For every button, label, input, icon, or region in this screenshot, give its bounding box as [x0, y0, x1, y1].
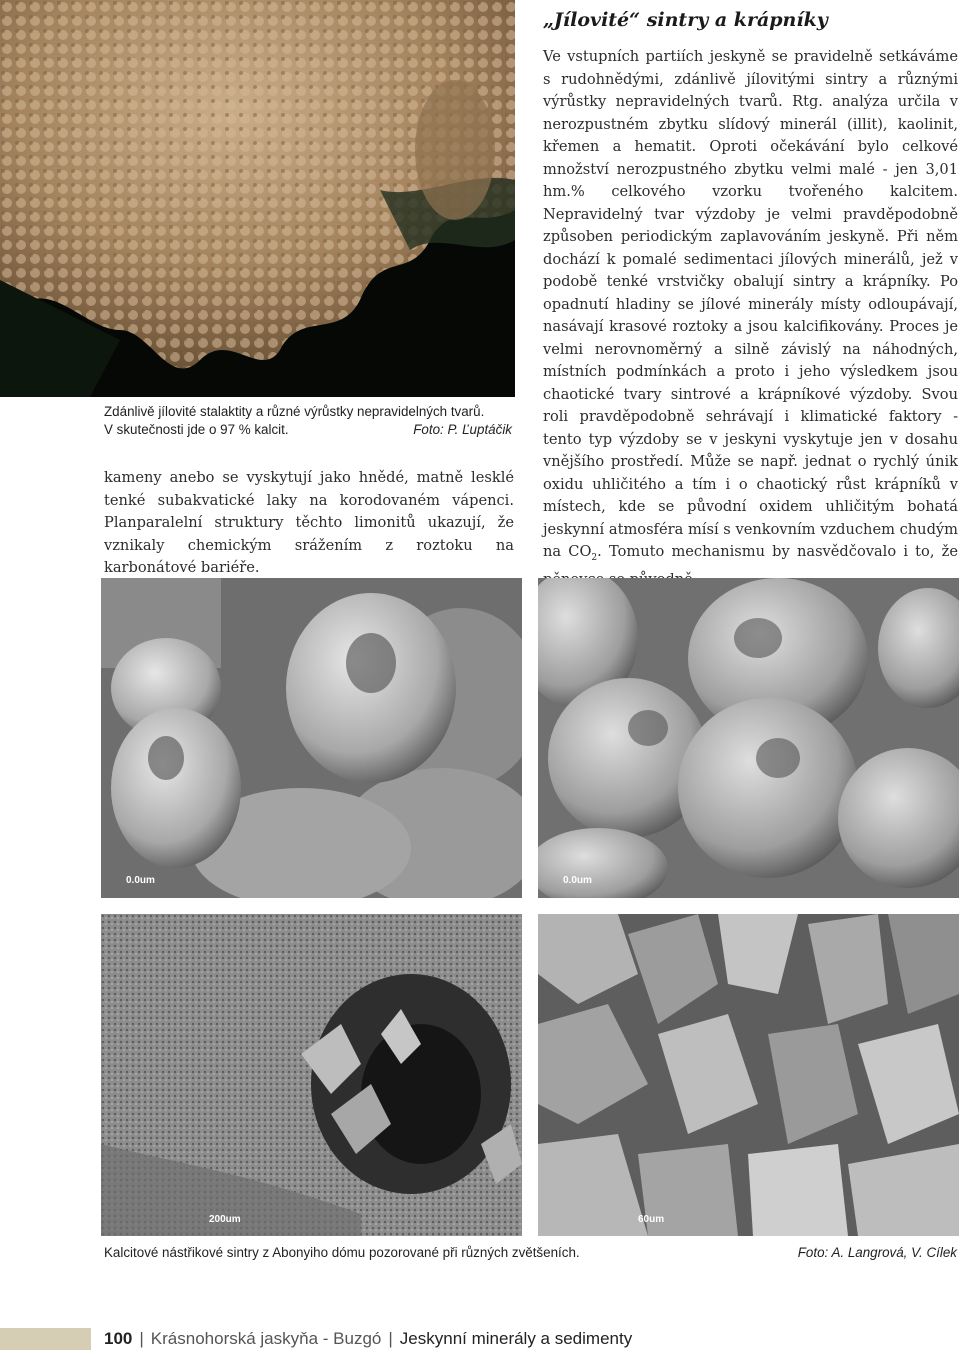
scale-label-4: 60um — [638, 1214, 665, 1225]
footer-accent-bar — [0, 1328, 91, 1350]
section-title: „Jílovité“ sintry a krápníky — [543, 9, 828, 31]
micrographs-caption — [104, 1244, 959, 1262]
chapter-title: Jeskynní minerály a sedimenty — [399, 1329, 633, 1348]
scale-label-3: 200um — [209, 1214, 241, 1225]
sem-image-spheres-closeup — [538, 578, 959, 898]
sem-micrograph-4 — [538, 914, 959, 1236]
scale-label-1: 0.0um — [126, 875, 155, 886]
caption-line-2: V skutečnosti jde o 97 % kalcit. — [104, 422, 289, 437]
sem-image-crystals — [538, 914, 959, 1236]
sem-image-cavity — [101, 914, 522, 1236]
sem-micrograph-2 — [538, 578, 959, 898]
caption-line-1: Zdánlivě jílovité stalaktity a různé výrůstky nepravidelných tvarů. — [104, 404, 485, 419]
footer-separator: | — [388, 1329, 393, 1348]
section-body — [543, 46, 958, 592]
top-photo-caption — [104, 403, 514, 439]
stalactite-image — [0, 0, 515, 397]
micrographs-caption-text: Kalcitové nástřikové sintry z Abonyiho dómu pozorované při různých zvětšeních. — [104, 1245, 580, 1260]
left-column-text: kameny anebo se vyskytují jako hnědé, matně lesklé tenké subakvatické laky na korodovaném vápenci. Planparalelní struktury těchto limonitů ukazují, že vznikaly chemickým srážením z roztoku na karbonátové bariéře. — [104, 469, 514, 576]
body-text-continued: . Tomuto mechanismu by nasvědčovalo i to, že — [597, 543, 958, 560]
book-title: Krásnohorská jaskyňa - Buzgó — [150, 1329, 382, 1348]
body-text: Ve vstupních partiích jeskyně se pravidelně setkáváme s rudohnědými, zdánlivě jílovitými sintry a různými výrůstky nepravidelných tvarů. Rtg. analýza určila v nerozpustném zbytku slídový minerál (illit), kaolinit, křemen a hematit. Oproti očekávání bylo celkové množství nerozpustného zbytku velmi malé - jen 3,01 hm.% celkového vzorku tvořeného kalcitem. Nepravidelný tvar výzdoby je velmi pravděpodobně způsoben periodickým zaplavováním jeskyně. Při něm dochází k pomalé sedimentaci jílových minerálů, jež v podobě tenké vrstvičky obalují sintry a krápníky. Po opadnutí hladiny se jílové minerály místy odloupávají, nasávají krasové roztoky a jsou kalcifikovány. Proces je velmi nerovnoměrný a silně závislý na náhodných, místních podmínkách a proto i jeho výsledkem jsou chaotické tvary sintrové a krápníkové výzdoby. Svou roli pravděpodobně sehrávají i klimatické faktory - tento typ výzdoby se v jeskyni vyskytuje jen v dosahu vnějšího prostředí. Může se např. jednat o rychlý únik oxidu uhličitého a tím i o chaotický růst krápníků v místech, kde se původní oxidem uhličitým bohatá jeskynní atmosféra mísí s venkovním vzduchem chudým na CO — [543, 48, 958, 560]
footer-separator: | — [139, 1329, 144, 1348]
co2-subscript: 2 — [591, 552, 598, 563]
page-number: 100 — [104, 1329, 133, 1348]
cave-photo — [0, 0, 515, 397]
photo-credit: Foto: P. Ľuptáčik — [413, 422, 512, 437]
scale-label-2: 0.0um — [563, 875, 592, 886]
sem-micrograph-1 — [101, 578, 522, 898]
sem-micrograph-3 — [101, 914, 522, 1236]
sem-image-spheres — [101, 578, 522, 898]
page-footer — [104, 1328, 632, 1350]
section-jilovite-sintry — [543, 8, 958, 592]
micrographs-credit: Foto: A. Langrová, V. Cílek — [797, 1245, 957, 1260]
